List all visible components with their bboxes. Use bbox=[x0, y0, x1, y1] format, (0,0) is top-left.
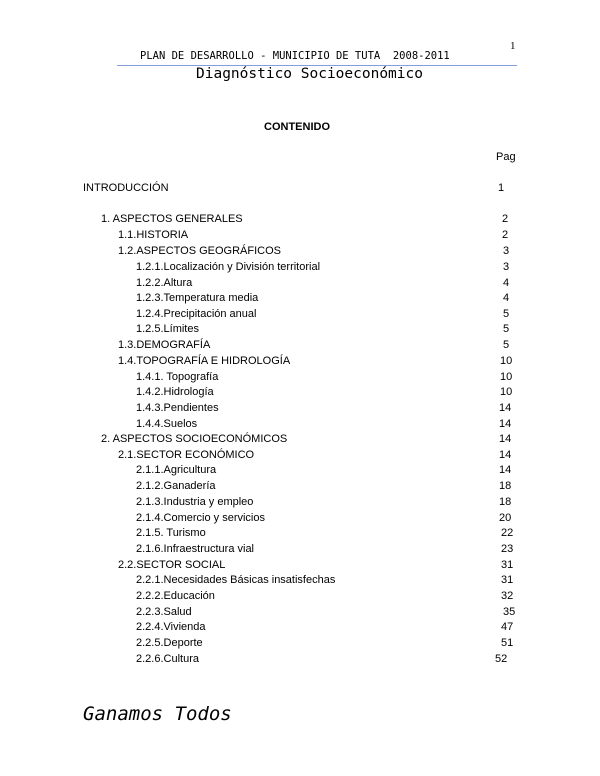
toc-entry-page: 5 bbox=[503, 308, 510, 320]
toc-entry-title: 1.2.1.Localización y División territorial bbox=[136, 261, 321, 273]
toc-entry-title: 2.2.6.Cultura bbox=[136, 653, 199, 665]
toc-entry-title: 1.2.5.Límites bbox=[136, 323, 199, 335]
toc-entry-title: 1.2.ASPECTOS GEOGRÁFICOS bbox=[118, 245, 282, 257]
toc-entry-page: 5 bbox=[503, 323, 510, 335]
toc-entry-title: 1.2.2.Altura bbox=[136, 277, 193, 289]
toc-entry-title: 1.3.DEMOGRAFÍA bbox=[118, 339, 211, 351]
toc-entry-page: 32 bbox=[501, 590, 514, 602]
toc-entry-title: 2.1.2.Ganadería bbox=[136, 480, 216, 492]
toc-entry-page: 14 bbox=[499, 402, 512, 414]
toc-entry-title: 1.4.3.Pendientes bbox=[136, 402, 219, 414]
header-title: PLAN DE DESARROLLO - MUNICIPIO DE TUTA 2008-2011 bbox=[140, 50, 450, 62]
toc-entry bbox=[0, 354, 600, 368]
toc-entry-title: INTRODUCCIÓN bbox=[83, 182, 169, 194]
toc-entry bbox=[0, 370, 600, 384]
toc-entry-page: 51 bbox=[501, 637, 514, 649]
toc-entry-page: 14 bbox=[499, 464, 512, 476]
toc-entry bbox=[0, 636, 600, 650]
toc-entry-title: 1.2.4.Precipitación anual bbox=[136, 308, 257, 320]
toc-entry bbox=[0, 181, 600, 195]
toc-entry bbox=[0, 307, 600, 321]
toc-entry-title: 2.2.4.Vivienda bbox=[136, 621, 206, 633]
toc-entry-title: 2.1.SECTOR ECONÓMICO bbox=[118, 449, 255, 461]
toc-entry bbox=[0, 212, 600, 226]
toc-entry bbox=[0, 448, 600, 462]
toc-entry-title: 1.1.HISTORIA bbox=[118, 229, 189, 241]
toc-entry-title: 2.1.3.Industria y empleo bbox=[136, 496, 254, 508]
toc-entry-page: 52 bbox=[495, 653, 508, 665]
toc-entry-page: 14 bbox=[499, 418, 512, 430]
toc-entry-page: 14 bbox=[499, 433, 512, 445]
toc-entry bbox=[0, 228, 600, 242]
toc-entry bbox=[0, 260, 600, 274]
toc-entry-title: 2.1.6.Infraestructura vial bbox=[136, 543, 255, 555]
toc-entry-title: 2.2.3.Salud bbox=[136, 606, 192, 618]
toc-entry-title: 1.4.4.Suelos bbox=[136, 418, 198, 430]
toc-entry-page: 4 bbox=[503, 277, 510, 289]
toc-entry-page: 3 bbox=[503, 261, 510, 273]
toc-entry bbox=[0, 463, 600, 477]
page-number: 1 bbox=[510, 40, 516, 52]
toc-entry-title: 2. ASPECTOS SOCIOECONÓMICOS bbox=[101, 433, 288, 445]
toc-entry-title: 1.2.3.Temperatura media bbox=[136, 292, 259, 304]
toc-entry-page: 4 bbox=[503, 292, 510, 304]
toc-entry-page: 35 bbox=[503, 606, 516, 618]
toc-entry bbox=[0, 401, 600, 415]
toc-entry bbox=[0, 511, 600, 525]
toc-entry-page: 20 bbox=[499, 512, 512, 524]
toc-entry bbox=[0, 620, 600, 634]
toc-entry-page: 14 bbox=[499, 449, 512, 461]
toc-entry bbox=[0, 495, 600, 509]
toc-entry bbox=[0, 479, 600, 493]
toc-entry-page: 3 bbox=[503, 245, 510, 257]
footer-slogan: Ganamos Todos bbox=[83, 703, 232, 725]
toc-entry-title: 2.1.4.Comercio y servicios bbox=[136, 512, 265, 524]
toc-entry-title: 2.2.1.Necesidades Básicas insatisfechas bbox=[136, 574, 336, 586]
toc-title: CONTENIDO bbox=[264, 121, 330, 133]
toc-entry-page: 47 bbox=[501, 621, 514, 633]
toc-entry bbox=[0, 291, 600, 305]
toc-entry-page: 10 bbox=[500, 386, 513, 398]
toc-entry-title: 2.2.2.Educación bbox=[136, 590, 215, 602]
toc-entry bbox=[0, 605, 600, 619]
toc-entry-page: 2 bbox=[502, 213, 509, 225]
toc-entry bbox=[0, 244, 600, 258]
toc-entry-title: 2.1.1.Agricultura bbox=[136, 464, 217, 476]
toc-page-column-label: Pag bbox=[496, 151, 516, 163]
toc-entry bbox=[0, 542, 600, 556]
toc-entry-page: 10 bbox=[500, 371, 513, 383]
toc-entry-page: 23 bbox=[501, 543, 514, 555]
toc-entry bbox=[0, 558, 600, 572]
toc-entry-title: 2.1.5. Turismo bbox=[136, 527, 206, 539]
toc-entry-title: 1. ASPECTOS GENERALES bbox=[101, 213, 243, 225]
toc-entry-title: 1.4.TOPOGRAFÍA E HIDROLOGÍA bbox=[118, 355, 291, 367]
toc-entry-title: 2.2.5.Deporte bbox=[136, 637, 203, 649]
toc-entry-page: 5 bbox=[503, 339, 510, 351]
toc-entry-page: 10 bbox=[500, 355, 513, 367]
toc-entry-page: 31 bbox=[501, 559, 514, 571]
toc-entry-page: 18 bbox=[499, 496, 512, 508]
toc-entry bbox=[0, 432, 600, 446]
header-subtitle: Diagnóstico Socioeconómico bbox=[196, 66, 423, 82]
toc-entry-title: 1.4.2.Hidrología bbox=[136, 386, 214, 398]
toc-entry bbox=[0, 417, 600, 431]
toc-entry bbox=[0, 385, 600, 399]
toc-entry bbox=[0, 338, 600, 352]
toc-entry bbox=[0, 589, 600, 603]
toc-entry-page: 1 bbox=[498, 182, 505, 194]
toc-entry bbox=[0, 573, 600, 587]
toc-entry bbox=[0, 276, 600, 290]
toc-entry-title: 2.2.SECTOR SOCIAL bbox=[118, 559, 226, 571]
toc-entry-page: 18 bbox=[499, 480, 512, 492]
toc-entry bbox=[0, 322, 600, 336]
toc-entry bbox=[0, 526, 600, 540]
toc-entry bbox=[0, 652, 600, 666]
toc-entry-page: 31 bbox=[501, 574, 514, 586]
toc-entry-title: 1.4.1. Topografía bbox=[136, 371, 219, 383]
toc-entry-page: 22 bbox=[501, 527, 514, 539]
toc-entry-page: 2 bbox=[502, 229, 509, 241]
